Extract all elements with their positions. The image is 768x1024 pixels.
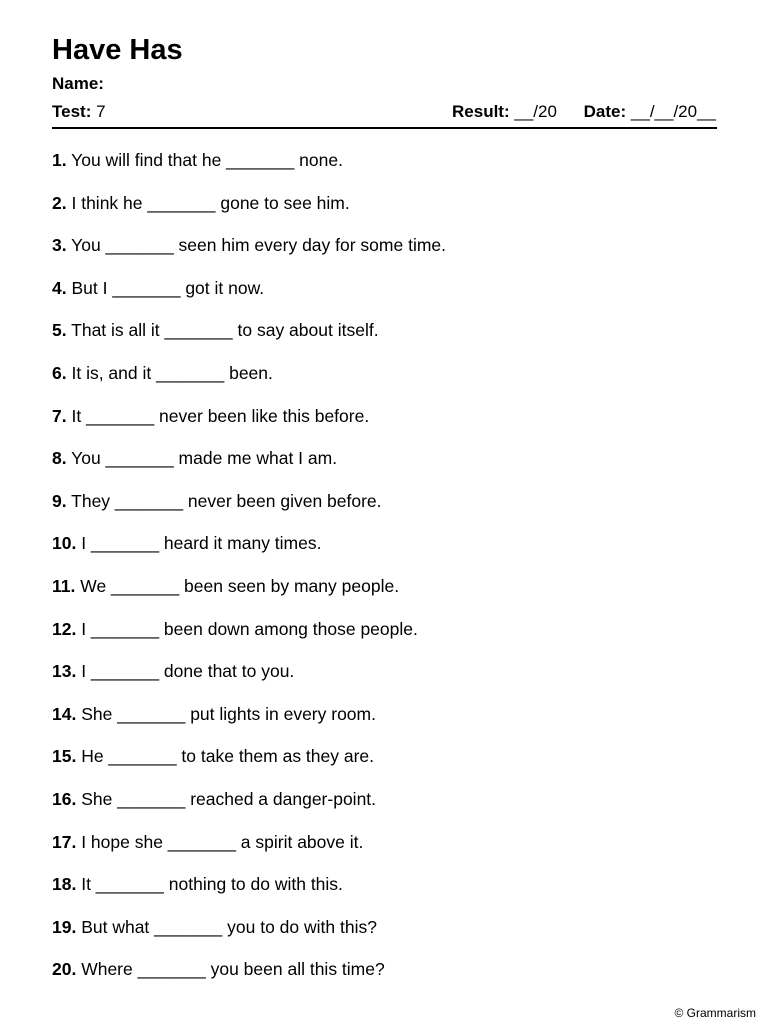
question-number: 14. [52,703,77,724]
question-number: 6. [52,362,67,383]
question-number: 4. [52,277,67,298]
question-text: I _______ heard it many times. [81,533,322,554]
header-divider [52,127,717,129]
question-item [52,278,716,321]
question-text: It _______ nothing to do with this. [81,874,343,895]
question-text: We _______ been seen by many people. [80,575,400,596]
question-item [52,619,716,662]
question-text: Where _______ you been all this time? [81,959,385,980]
question-number: 19. [52,916,77,937]
result-value: __/20 [514,102,557,121]
question-number: 8. [52,448,67,469]
question-number: 12. [52,618,77,639]
question-text: But I _______ got it now. [71,277,265,298]
question-item [52,704,716,747]
question-number: 13. [52,661,77,682]
result-date-info [452,102,716,122]
question-number: 10. [52,533,77,554]
question-item [52,193,716,236]
question-text: I hope she _______ a spirit above it. [81,831,364,852]
question-item [52,917,716,960]
question-text: It is, and it _______ been. [71,362,273,383]
question-text: You will find that he _______ none. [71,150,343,170]
question-item [52,491,716,534]
question-text: It _______ never been like this before. [71,405,370,426]
name-label: Name: [52,74,104,93]
question-number: 7. [52,405,67,426]
copyright-footer: © Grammarism [674,1006,756,1020]
test-number: 7 [96,102,106,121]
question-text: They _______ never been given before. [71,490,382,511]
page-title: Have Has [52,34,183,66]
question-number: 9. [52,490,67,511]
question-number: 16. [52,788,77,809]
question-number: 18. [52,874,77,895]
question-text: She _______ reached a danger-point. [81,788,377,809]
question-number: 5. [52,320,67,341]
question-number: 3. [52,235,67,256]
question-list [52,150,716,1002]
question-text: He _______ to take them as they are. [81,746,375,767]
question-item [52,363,716,406]
question-item [52,235,716,278]
question-text: I _______ done that to you. [81,661,295,682]
question-number: 20. [52,959,77,980]
question-item [52,533,716,576]
question-number: 17. [52,831,77,852]
question-number: 1. [52,150,67,170]
question-text: I think he _______ gone to see him. [71,192,350,213]
result-label: Result: [452,102,510,121]
question-number: 2. [52,192,67,213]
question-item [52,874,716,917]
question-text: You _______ seen him every day for some time. [71,235,447,256]
question-item [52,959,716,1002]
test-label: Test: [52,102,92,121]
question-number: 11. [52,575,76,596]
question-item [52,150,716,193]
question-text: She _______ put lights in every room. [81,703,376,724]
test-info [52,102,106,122]
question-item [52,320,716,363]
date-label: Date: [583,102,627,121]
date-value: __/__/20__ [630,102,716,121]
question-item [52,448,716,491]
question-item [52,406,716,449]
question-text: I _______ been down among those people. [81,618,418,639]
question-item [52,832,716,875]
question-item [52,661,716,704]
question-text: That is all it _______ to say about itself. [71,320,379,341]
question-item [52,746,716,789]
question-number: 15. [52,746,77,767]
question-item [52,576,716,619]
question-text: You _______ made me what I am. [71,448,338,469]
question-text: But what _______ you to do with this? [81,916,377,937]
meta-row [52,102,716,122]
question-item [52,789,716,832]
